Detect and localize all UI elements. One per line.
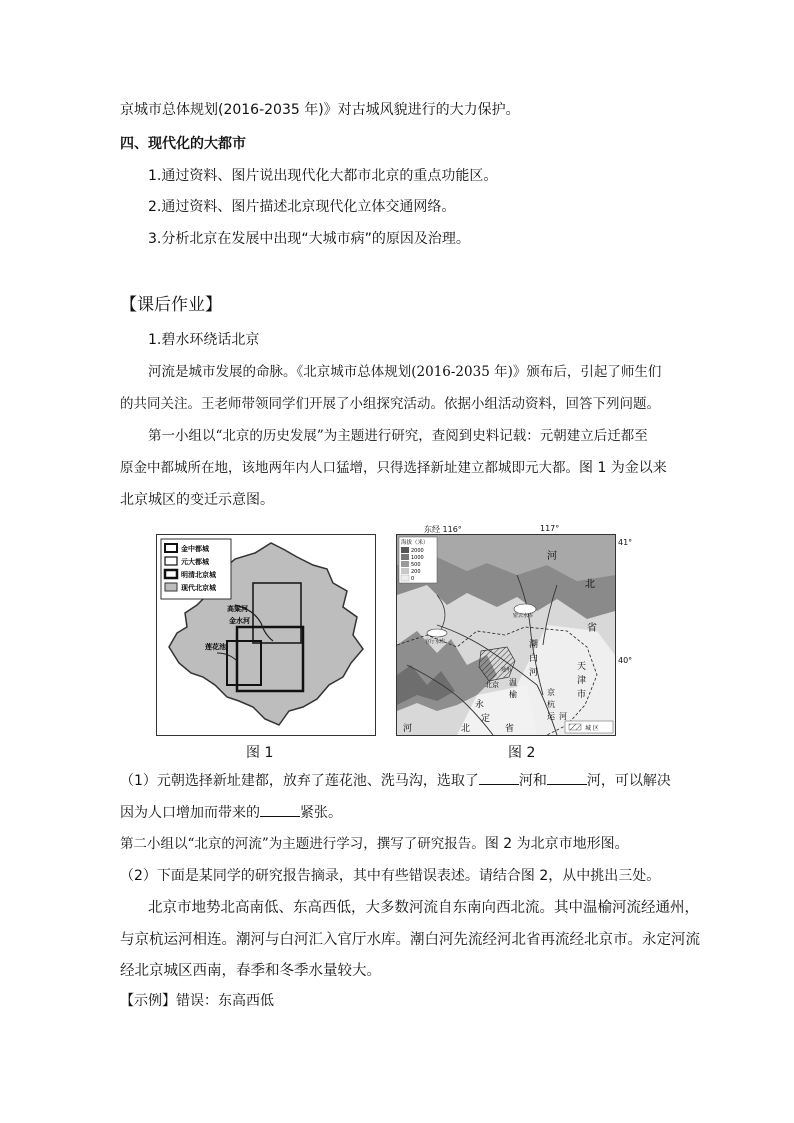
map-label: 北 xyxy=(461,724,471,734)
map-label: 200 xyxy=(411,569,421,575)
paragraph-segment: 图 1 为金以来 xyxy=(579,460,667,476)
example-line: 【示例】错误：东高西低 xyxy=(120,993,274,1009)
map-label: 1000 xyxy=(411,555,424,561)
paragraph-line: 的共同关注。王老师带领同学们开展了小组探究活动。依据小组活动资料，回答下列问题。 xyxy=(120,396,660,412)
report-line: 与京杭运河相连。潮河与白河汇入官厅水库。潮白河先流经河北省再流经北京市。永定河流 xyxy=(120,932,700,948)
map-label: 杭 xyxy=(547,700,555,709)
map-label: 金水河 xyxy=(229,617,250,625)
figure-2-svg xyxy=(397,535,615,735)
paragraph-line: 第一小组以“北京的历史发展”为主题进行研究，查阅到史料记载：元朝建立后迁都至 xyxy=(148,428,648,444)
map-label: 河 xyxy=(529,668,539,678)
map-label: 市 xyxy=(577,690,587,700)
map-label: 河 xyxy=(547,551,557,562)
map-label: 官厅水库 xyxy=(425,639,446,645)
list-item: 1.通过资料、图片说出现代化大都市北京的重点功能区。 xyxy=(148,168,498,184)
map-label: 永 xyxy=(475,700,485,710)
question-1-line xyxy=(120,770,671,791)
map-label: 省 xyxy=(505,724,515,734)
legend-label: 金中都城 xyxy=(181,545,209,553)
paragraph-line xyxy=(120,834,629,854)
map-label: 白 xyxy=(529,654,539,664)
latitude-label: 40° xyxy=(618,656,633,665)
map-label: 潮 xyxy=(529,640,539,650)
report-line: 北京市地势北高南低、东高西低，大多数河流自东南向西北流。其中温榆河流经通州， xyxy=(148,900,699,916)
map-label: 温 xyxy=(509,678,517,687)
question-text: 河，可以解决 xyxy=(586,773,671,789)
answer-blank[interactable] xyxy=(547,770,587,785)
figure-1-caption: 图 1 xyxy=(246,745,274,761)
paragraph-segment: 图 2 为北京市地形图。 xyxy=(484,836,629,852)
question-title: 1.碧水环绕话北京 xyxy=(148,332,260,348)
map-label: 河 xyxy=(403,724,413,734)
legend-label: 明清北京城 xyxy=(181,571,216,579)
report-line: 经北京城区西南，春季和冬季水量较大。 xyxy=(120,963,381,979)
longitude-label: 117° xyxy=(540,524,560,533)
map-label: 省 xyxy=(587,623,597,634)
question-2-line: （2）下面是某同学的研究报告摘录，其中有些错误表述。请结合图 2，从中挑出三处。 xyxy=(120,868,661,884)
paragraph-line xyxy=(120,458,667,478)
question-text: 河和 xyxy=(518,773,547,789)
map-label: 500 xyxy=(411,562,421,568)
map-label: 京 xyxy=(547,688,555,697)
map-label: 北 xyxy=(585,579,595,590)
map-label: 定 xyxy=(481,714,491,724)
text-line-1: 京城市总体规划(2016-2035 年)》对古城风貌进行的大力保护。 xyxy=(120,102,520,118)
figure-1-map xyxy=(156,534,376,736)
list-item: 2.通过资料、图片描述北京现代化立体交通网络。 xyxy=(148,199,456,215)
latitude-label: 41° xyxy=(618,538,633,547)
answer-blank[interactable] xyxy=(260,802,300,817)
question-text: 因为人口增加而带来的 xyxy=(120,805,260,821)
figure-1-svg xyxy=(157,535,375,735)
map-label: 莲花池 xyxy=(205,643,226,651)
legend-label: 元大都城 xyxy=(181,558,209,566)
longitude-label: 东经 116° xyxy=(424,525,462,534)
legend-label: 现代北京城 xyxy=(181,584,216,592)
map-label: 运 xyxy=(547,712,555,721)
paragraph-line: 北京城区的变迁示意图。 xyxy=(120,492,274,508)
question-1-line xyxy=(120,802,342,823)
map-label: 津 xyxy=(577,676,587,686)
map-label: 天 xyxy=(577,662,587,672)
map-label: 2000 xyxy=(411,548,424,554)
homework-heading: 【课后作业】 xyxy=(120,295,222,315)
question-text: （1）元朝选择新址建都，放弃了莲花池、洗马沟，选取了 xyxy=(120,773,479,789)
map-label: 0 xyxy=(411,576,415,582)
map-label: 北京 xyxy=(485,681,499,689)
paragraph-segment: 原金中都城所在地，该地两年内人口猛增，只得选择新址建立都城即元大都。 xyxy=(120,460,579,476)
paragraph-segment: 第二小组以“北京的河流”为主题进行学习，撰写了研究报告。 xyxy=(120,836,485,852)
figure-2-caption: 图 2 xyxy=(508,745,536,761)
map-label: 密云水库 xyxy=(513,613,534,619)
answer-blank[interactable] xyxy=(479,770,519,785)
map-label: 通州 xyxy=(501,667,512,673)
map-label: 榆 xyxy=(509,690,517,699)
map-label: 高粱河 xyxy=(227,605,248,613)
city-legend-label: 城 区 xyxy=(585,725,599,732)
map-label: 河 xyxy=(559,712,567,721)
question-text: 紧张。 xyxy=(300,805,342,821)
section-heading: 四、现代化的大都市 xyxy=(120,136,246,152)
paragraph-line: 河流是城市发展的命脉。《北京城市总体规划(2016-2035 年)》颁布后，引起了师生们 xyxy=(148,364,662,380)
list-item: 3.分析北京在发展中出现“大城市病”的原因及治理。 xyxy=(148,231,470,247)
figure-2-map xyxy=(396,534,616,736)
legend-title: 海拔（米） xyxy=(401,540,429,546)
